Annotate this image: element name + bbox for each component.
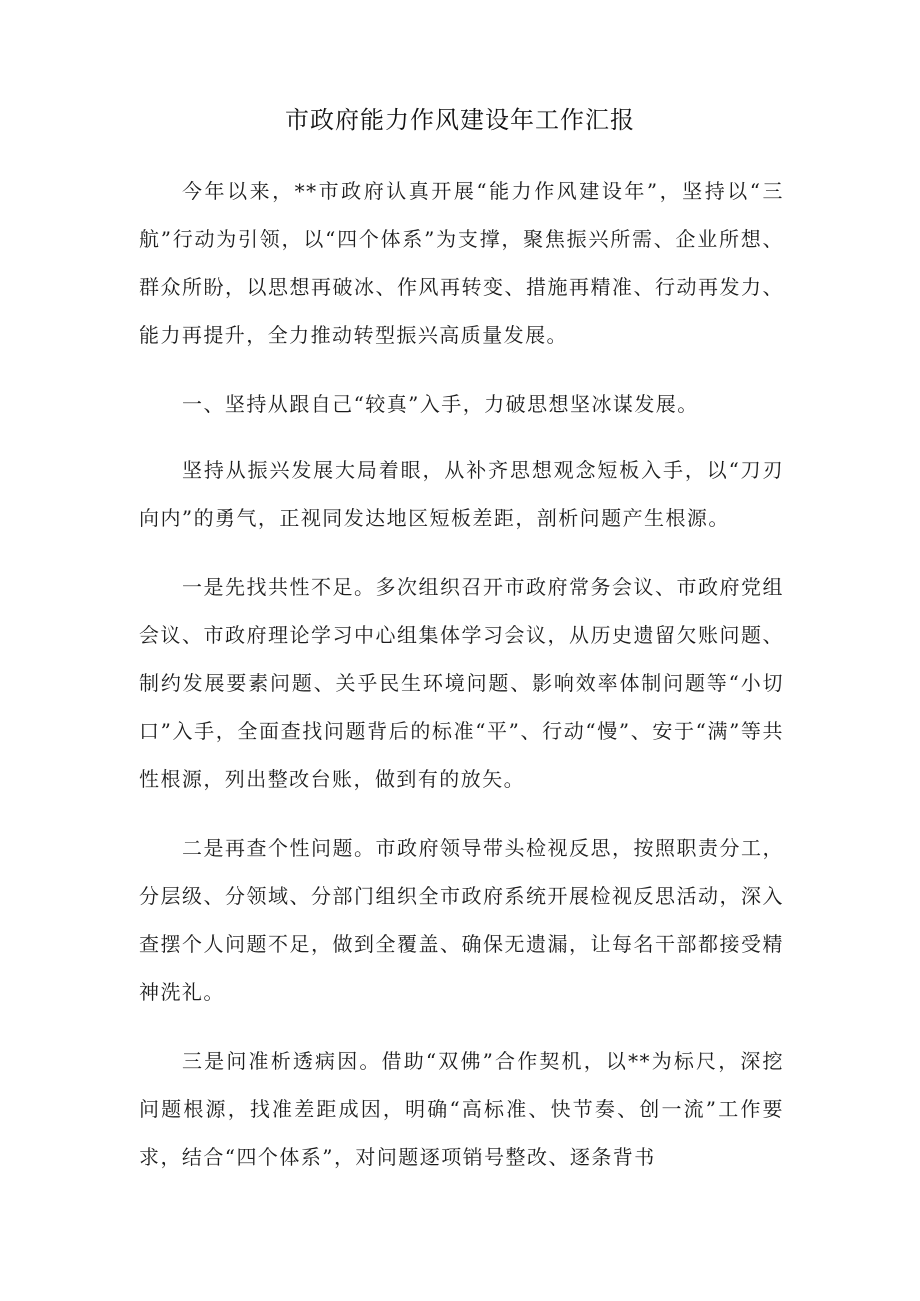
document-body (139, 167, 784, 1202)
section-intro-paragraph: 坚持从振兴发展大局着眼，从补齐思想观念短板入手，以“刀刃向内”的勇气，正视同发达地区短板差距，剖析问题产生根源。 (139, 458, 784, 530)
point-two-paragraph: 二是再查个性问题。市政府领导带头检视反思，按照职责分工，分层级、分领域、分部门组织全市政府系统开展检视反思活动，深入查摆个人问题不足，做到全覆盖、确保无遗漏，让每名干部都接受精神洗礼。 (139, 836, 784, 1004)
point-one-paragraph: 一是先找共性不足。多次组织召开市政府常务会议、市政府党组会议、市政府理论学习中心组集体学习会议，从历史遗留欠账问题、制约发展要素问题、关乎民生环境问题、影响效率体制问题等“小切口”入手，全面查找问题背后的标准“平”、行动“慢”、安于“满”等共性根源，列出整改台账，做到有的放矢。 (139, 575, 784, 791)
intro-paragraph: 今年以来，**市政府认真开展“能力作风建设年”，坚持以“三航”行动为引领，以“四个体系”为支撑，聚焦振兴所需、企业所想、群众所盼，以思想再破冰、作风再转变、措施再精准、行动再发力、能力再提升，全力推动转型振兴高质量发展。 (139, 179, 784, 347)
document-title: 市政府能力作风建设年工作汇报 (285, 106, 635, 134)
point-three-paragraph: 三是问准析透病因。借助“双佛”合作契机，以**为标尺，深挖问题根源，找准差距成因，明确“高标准、快节奏、创一流”工作要求，结合“四个体系”，对问题逐项销号整改、逐条背书 (139, 1049, 784, 1169)
section-heading: 一、坚持从跟自己“较真”入手，力破思想坚冰谋发展。 (182, 392, 699, 416)
